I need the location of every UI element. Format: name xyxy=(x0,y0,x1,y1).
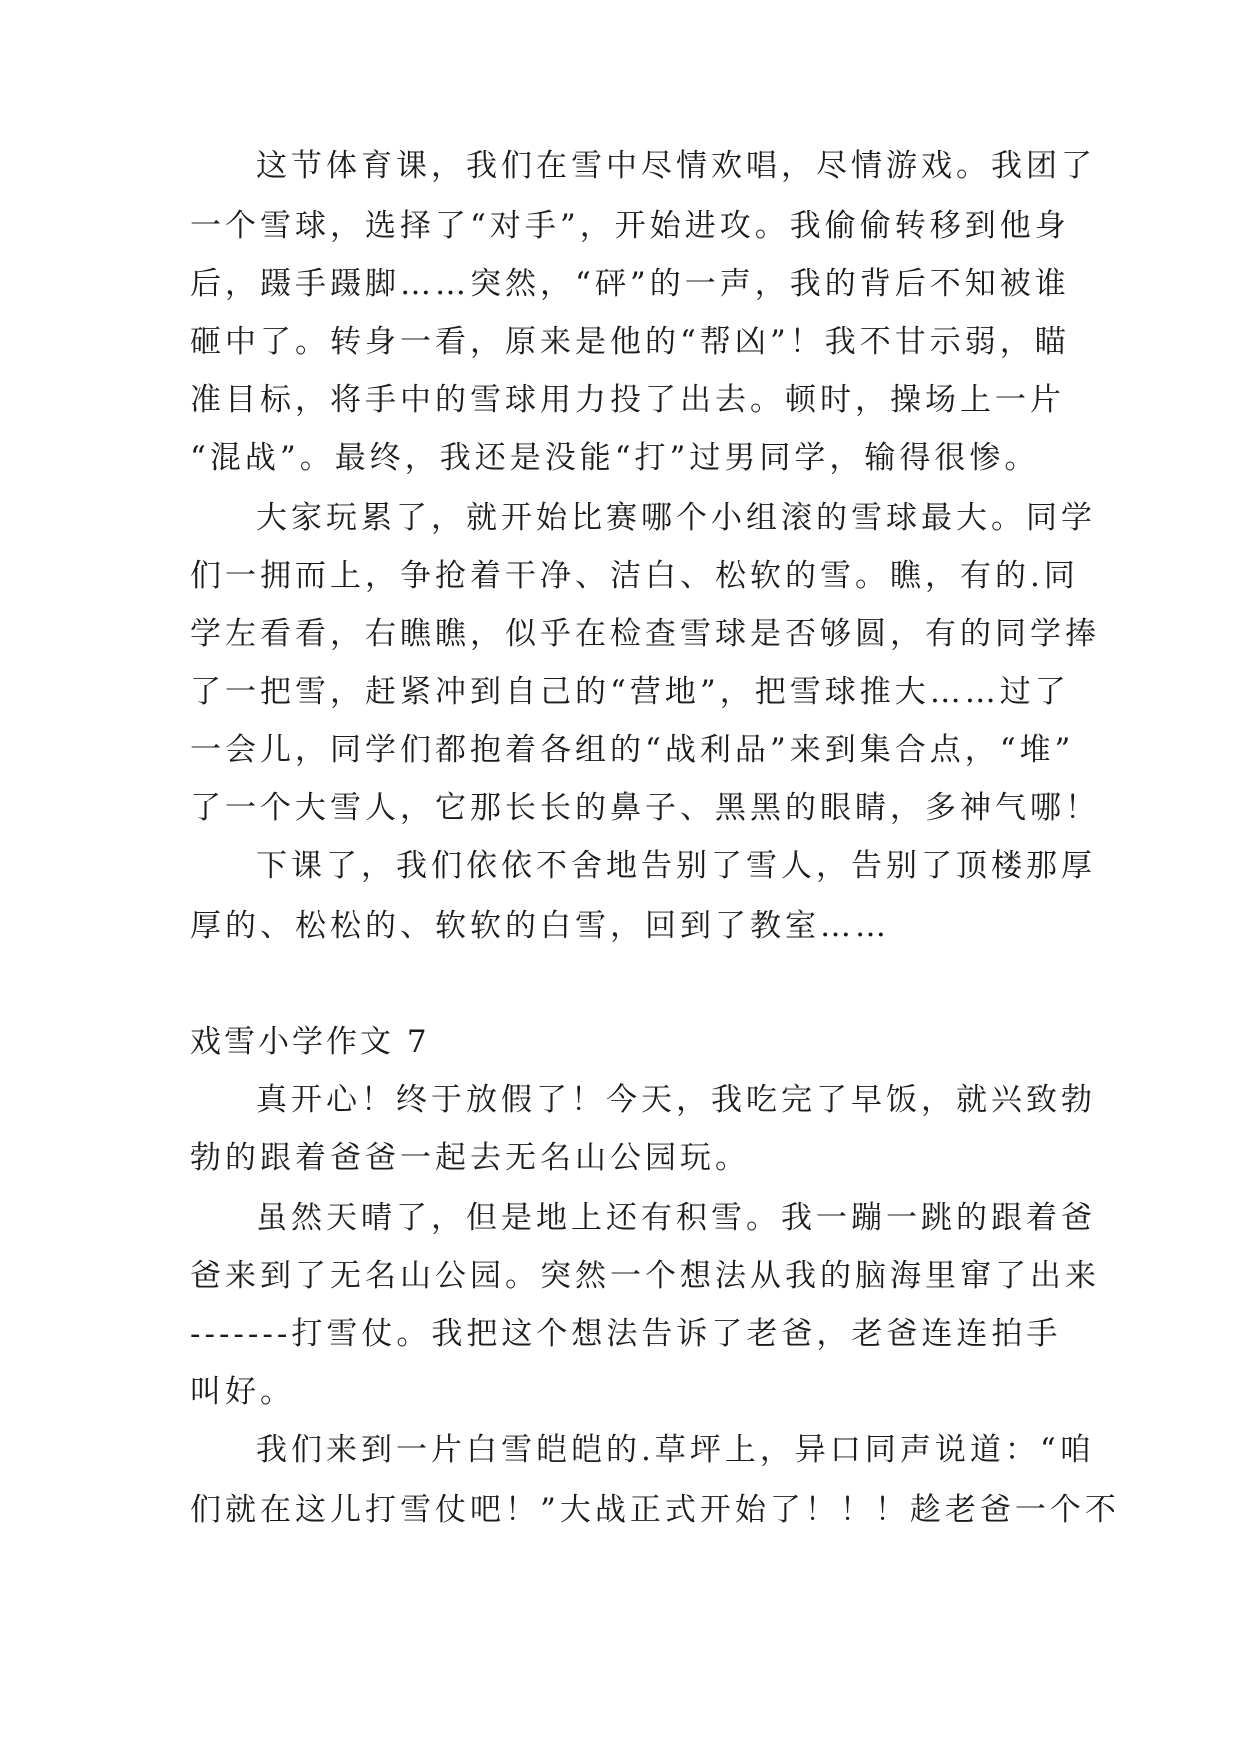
paragraph-1-line-3: 后，蹑手蹑脚……突然，“砰”的一声，我的背后不知被谁 xyxy=(190,266,1070,302)
paragraph-5-line-2: 爸来到了无名山公园。突然一个想法从我的脑海里窜了出来 xyxy=(190,1258,1100,1294)
essay-title: 戏雪小学作文 7 xyxy=(190,1024,430,1060)
paragraph-3-line-2: 厚的、松松的、软软的白雪，回到了教室…… xyxy=(190,908,890,944)
paragraph-1-line-6: “混战”。最终，我还是没能“打”过男同学，输得很惨。 xyxy=(190,440,1040,476)
paragraph-2-line-6: 了一个大雪人，它那长长的鼻子、黑黑的眼睛，多神气哪！ xyxy=(190,790,1100,826)
paragraph-1-line-4: 砸中了。转身一看，原来是他的“帮凶”！我不甘示弱，瞄 xyxy=(190,324,1070,360)
paragraph-2-line-5: 一会儿，同学们都抱着各组的“战利品”来到集合点，“堆” xyxy=(190,732,1075,768)
paragraph-1-line-1: 这节体育课，我们在雪中尽情欢唱，尽情游戏。我团了 xyxy=(256,148,1096,184)
paragraph-5-line-3: -------打雪仗。我把这个想法告诉了老爸，老爸连连拍手 xyxy=(190,1316,1062,1352)
paragraph-5-line-4: 叫好。 xyxy=(190,1374,295,1410)
paragraph-3-line-1: 下课了，我们依依不舍地告别了雪人，告别了顶楼那厚 xyxy=(256,848,1096,884)
paragraph-4-line-2: 勃的跟着爸爸一起去无名山公园玩。 xyxy=(190,1140,750,1176)
paragraph-2-line-4: 了一把雪，赶紧冲到自己的“营地”，把雪球推大……过了 xyxy=(190,674,1070,710)
paragraph-6-line-1: 我们来到一片白雪皑皑的.草坪上，异口同声说道：“咱 xyxy=(256,1432,1095,1468)
paragraph-1-line-5: 准目标，将手中的雪球用力投了出去。顿时，操场上一片 xyxy=(190,382,1065,418)
paragraph-6-line-2: 们就在这儿打雪仗吧！”大战正式开始了！！！趁老爸一个不 xyxy=(190,1492,1120,1528)
paragraph-2-line-3: 学左看看，右瞧瞧，似乎在检查雪球是否够圆，有的同学捧 xyxy=(190,616,1100,652)
paragraph-2-line-2: 们一拥而上，争抢着干净、洁白、松软的雪。瞧，有的.同 xyxy=(190,558,1079,594)
paragraph-2-line-1: 大家玩累了，就开始比赛哪个小组滚的雪球最大。同学 xyxy=(256,500,1096,536)
paragraph-1-line-2: 一个雪球，选择了“对手”，开始进攻。我偷偷转移到他身 xyxy=(190,208,1070,244)
paragraph-5-line-1: 虽然天晴了，但是地上还有积雪。我一蹦一跳的跟着爸 xyxy=(256,1200,1096,1236)
paragraph-4-line-1: 真开心！终于放假了！今天，我吃完了早饭，就兴致勃 xyxy=(256,1082,1096,1118)
